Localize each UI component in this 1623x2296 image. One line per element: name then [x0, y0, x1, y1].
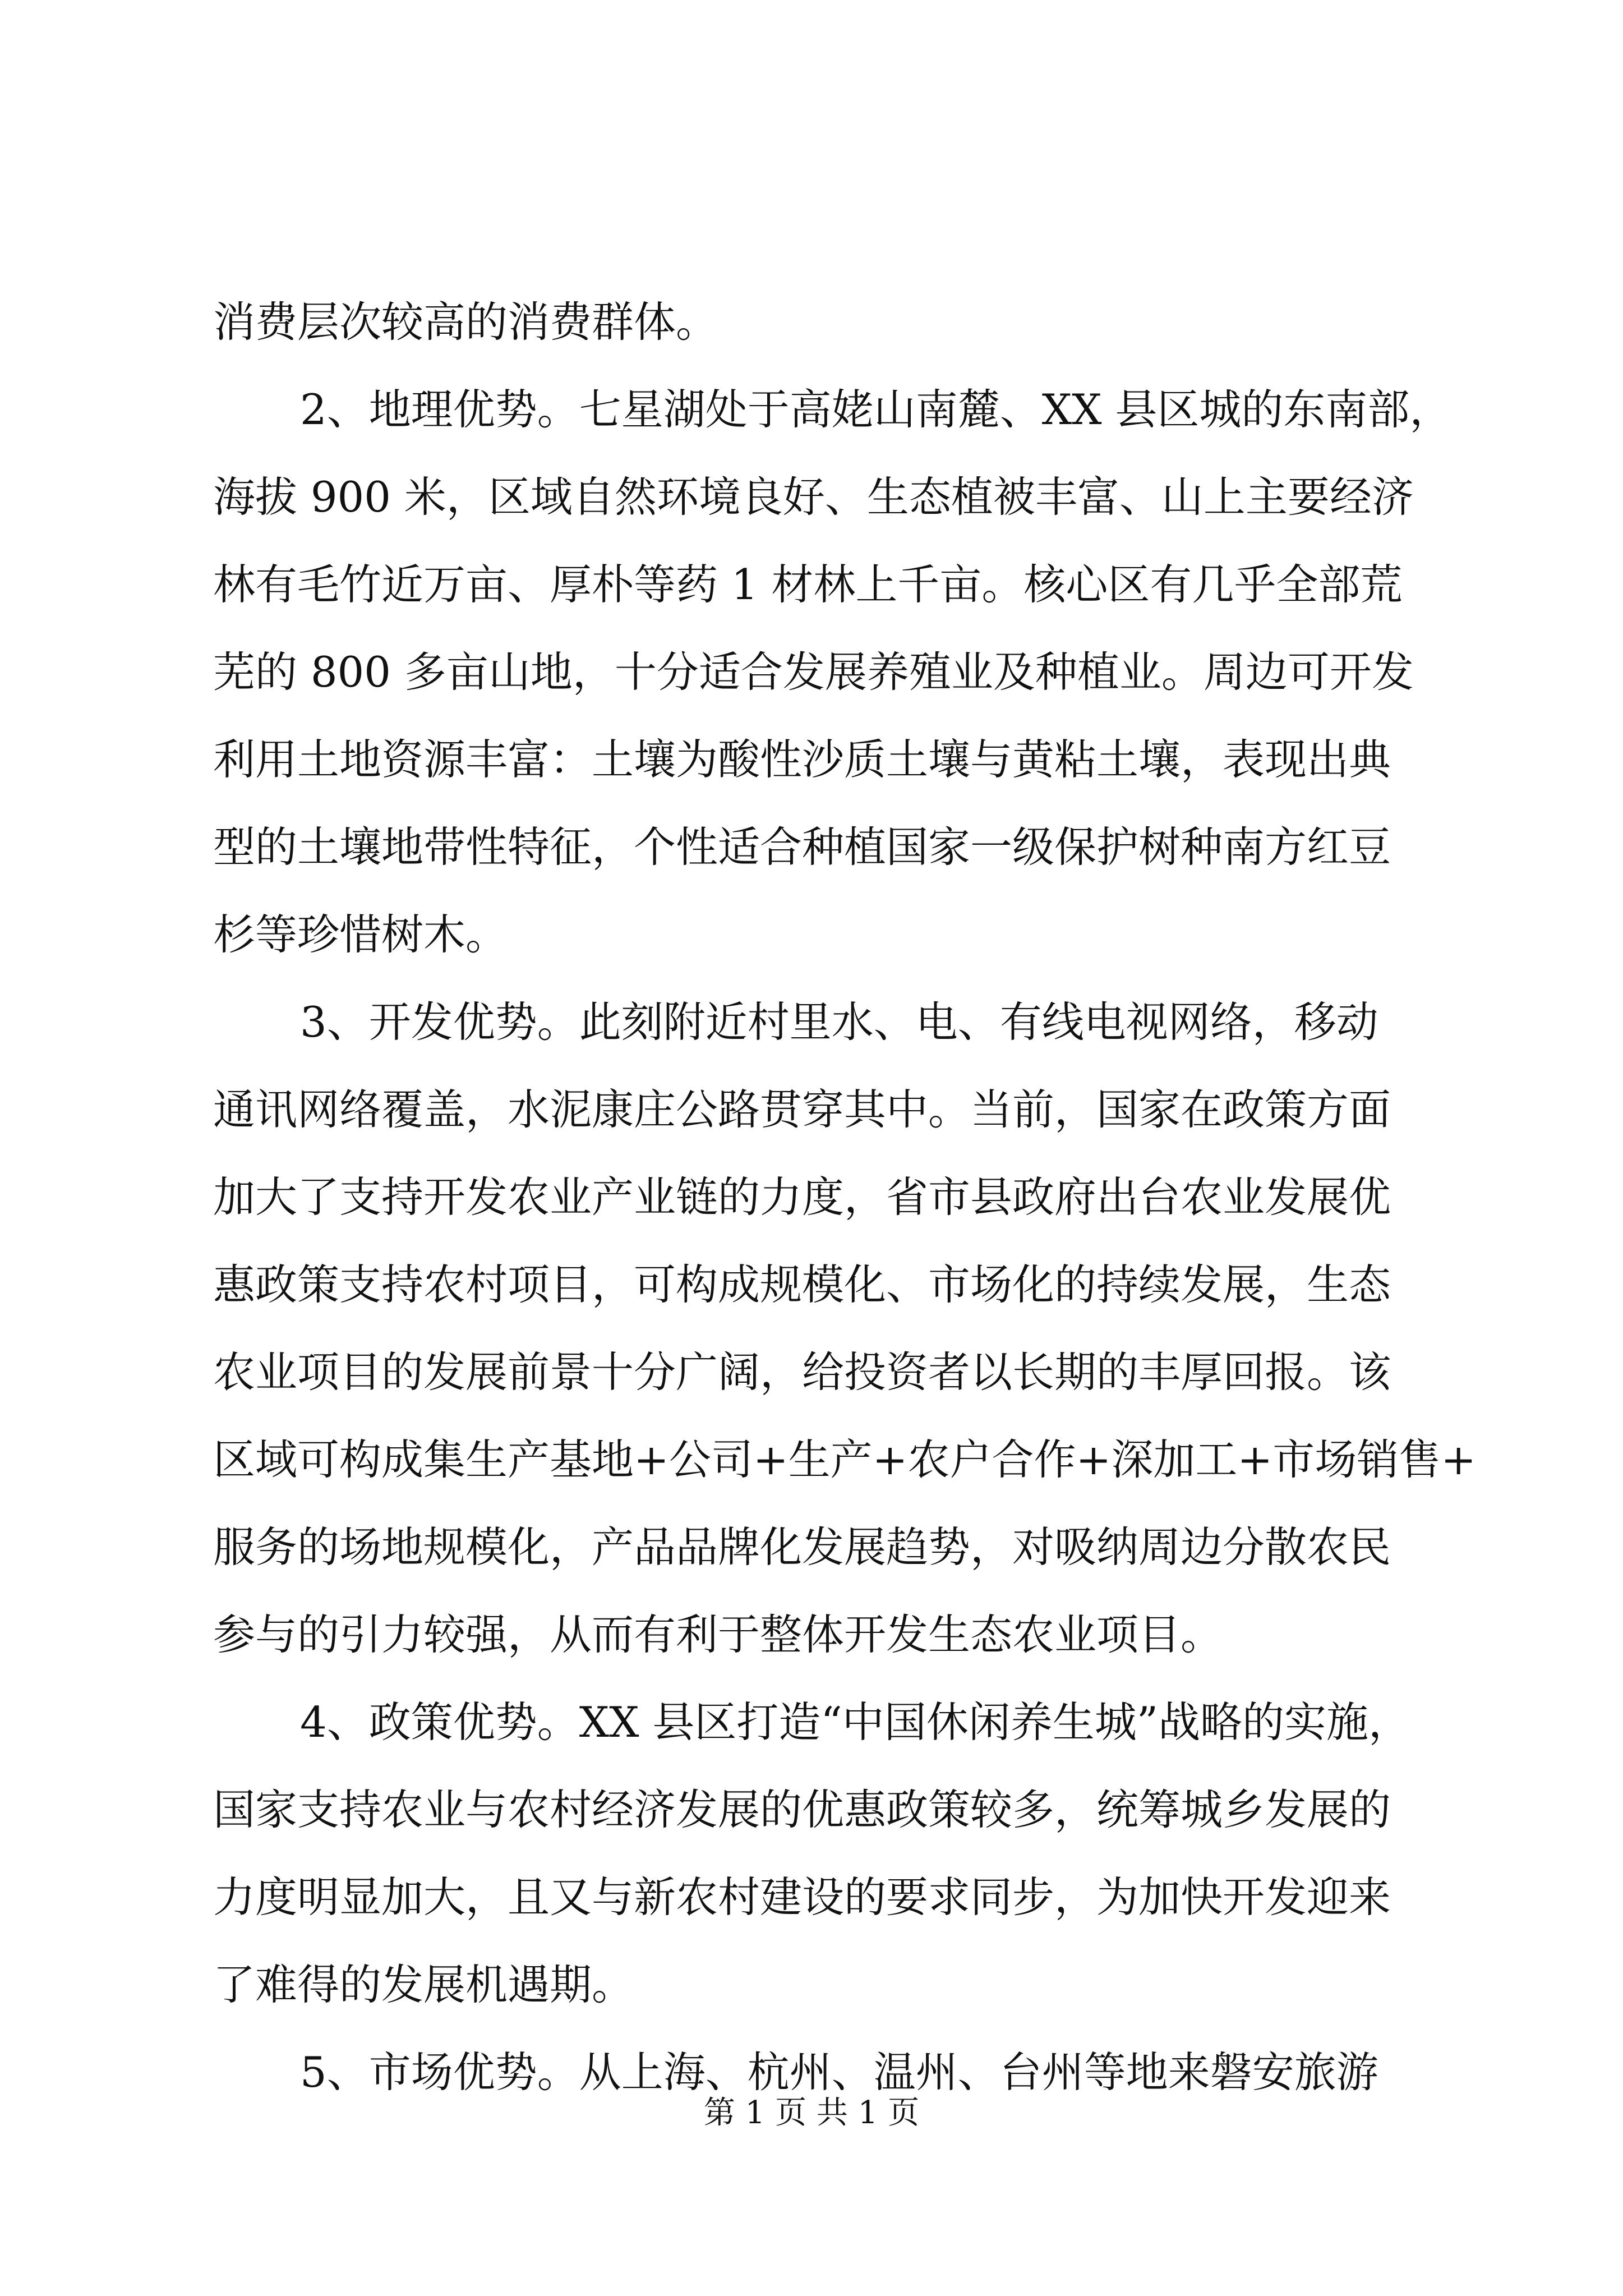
page-footer: 第 1 页 共 1 页	[703, 2095, 920, 2131]
text-line: 通讯网络覆盖，水泥康庄公路贯穿其中。当前，国家在政策方面	[213, 1085, 1391, 1134]
text-line: 利用土地资源丰富：土壤为酸性沙质土壤与黄粘土壤，表现出典	[213, 735, 1391, 784]
text-line: 服务的场地规模化，产品品牌化发展趋势，对吸纳周边分散农民	[213, 1522, 1391, 1572]
paragraph-policy-start: 4、政策优势。XX 县区打造“中国休闲养生城”战略的实施，	[300, 1697, 1411, 1747]
text-line: 了难得的发展机遇期。	[213, 1960, 634, 2009]
text-line: 消费层次较高的消费群体。	[213, 297, 718, 347]
text-line: 芜的 800 多亩山地，十分适合发展养殖业及种植业。周边可开发	[213, 647, 1414, 697]
text-line: 林有毛竹近万亩、厚朴等药 1 材林上千亩。核心区有几乎全部荒	[213, 560, 1403, 609]
paragraph-geography-start: 2、地理优势。七星湖处于高姥山南麓、XX 县区城的东南部，	[300, 385, 1452, 434]
paragraph-market-start: 5、市场优势。从上海、杭州、温州、台州等地来磐安旅游	[300, 2047, 1378, 2097]
text-line: 参与的引力较强，从而有利于整体开发生态农业项目。	[213, 1610, 1223, 1659]
text-line: 杉等珍惜树木。	[213, 910, 508, 959]
text-line: 力度明显加大，且又与新农村建设的要求同步，为加快开发迎来	[213, 1872, 1391, 1922]
text-line: 加大了支持开发农业产业链的力度，省市县政府出台农业发展优	[213, 1172, 1391, 1222]
text-line: 惠政策支持农村项目，可构成规模化、市场化的持续发展，生态	[213, 1260, 1391, 1309]
text-line: 区域可构成集生产基地+公司+生产+农户合作+深加工+市场销售+	[213, 1435, 1477, 1484]
text-line: 海拔 900 米，区域自然环境良好、生态植被丰富、山上主要经济	[213, 472, 1414, 522]
text-line: 型的土壤地带性特征，个性适合种植国家一级保护树种南方红豆	[213, 822, 1391, 872]
text-line: 国家支持农业与农村经济发展的优惠政策较多，统筹城乡发展的	[213, 1785, 1391, 1834]
paragraph-development-start: 3、开发优势。此刻附近村里水、电、有线电视网络，移动	[300, 997, 1378, 1047]
text-line: 农业项目的发展前景十分广阔，给投资者以长期的丰厚回报。该	[213, 1347, 1391, 1397]
